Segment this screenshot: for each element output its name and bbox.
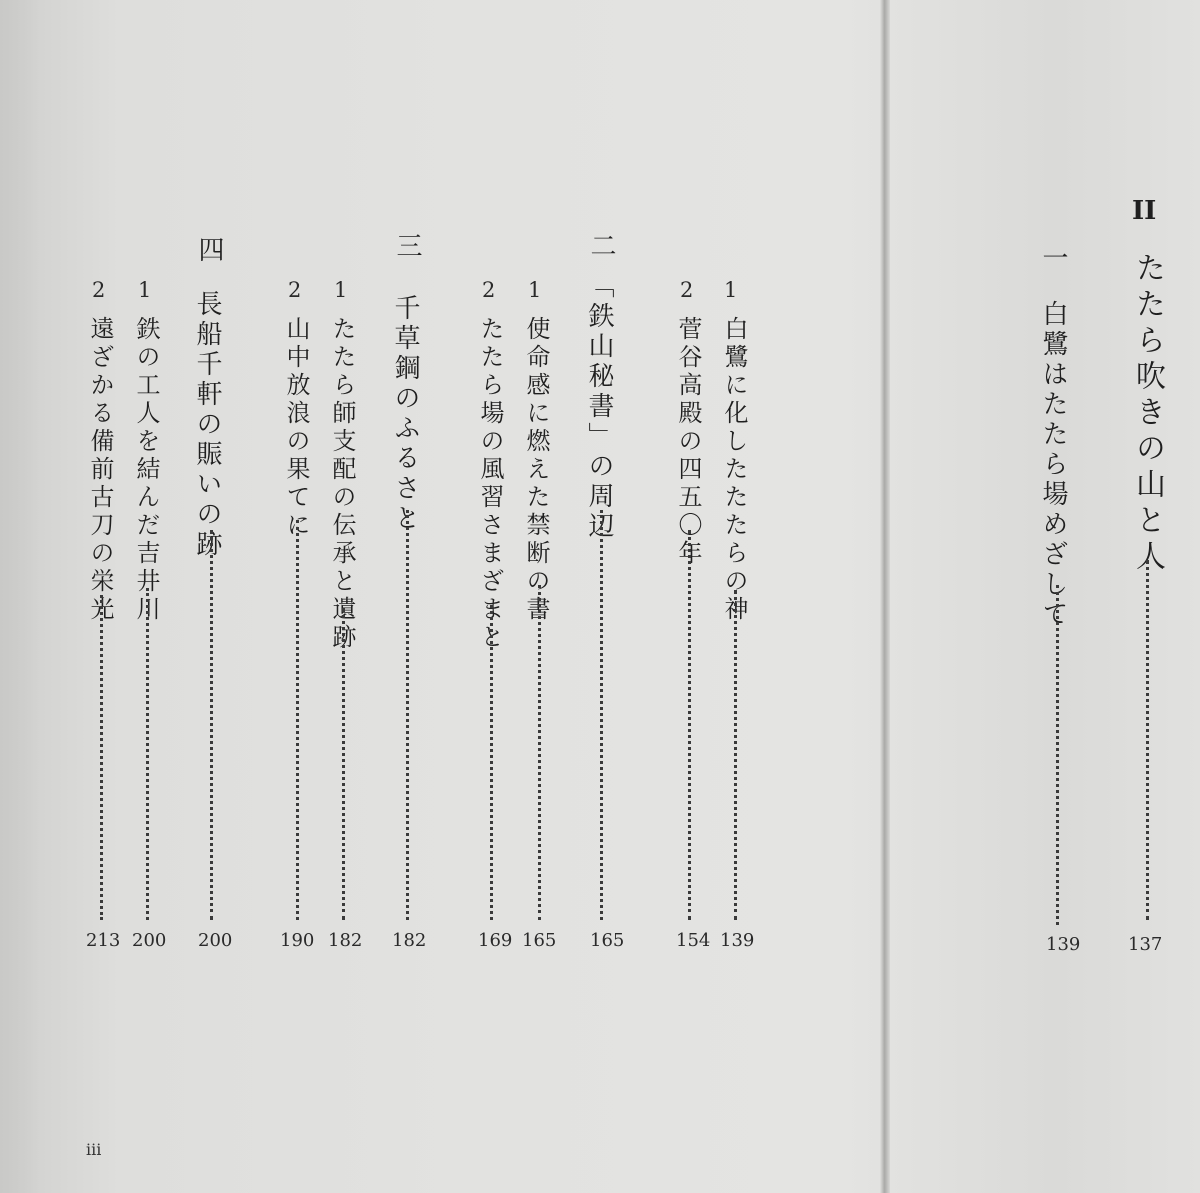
item-page-number: 213 — [86, 930, 121, 951]
part-title: たたら吹きの山と人 — [1130, 252, 1165, 576]
page-edge-shadow — [0, 0, 40, 1193]
item-title: たたら師支配の伝承と遺跡 — [328, 316, 356, 652]
item-page-number: 182 — [328, 930, 363, 951]
section-title: 長船千軒の賑いの跡 — [192, 290, 222, 560]
section-page-number: 200 — [198, 930, 233, 951]
section-title: 「鉄山秘書」の周辺 — [584, 272, 614, 542]
leader-dots — [210, 530, 213, 920]
item-title: 遠ざかる備前古刀の栄光 — [86, 316, 114, 624]
item-page-number: 165 — [522, 930, 557, 951]
item-number: 1 — [724, 278, 738, 302]
leader-dots — [490, 605, 493, 920]
item-title: 菅谷高殿の四五〇年 — [674, 316, 702, 568]
section-marker: 二 — [586, 232, 616, 262]
leader-dots — [296, 520, 299, 920]
item-number: 2 — [680, 278, 694, 302]
book-gutter — [880, 0, 890, 1193]
item-page-number: 139 — [720, 930, 755, 951]
leader-dots — [538, 585, 541, 920]
leader-dots — [1056, 585, 1059, 925]
item-number: 1 — [528, 278, 542, 302]
item-number: 2 — [288, 278, 302, 302]
leader-dots — [146, 588, 149, 920]
part-number: II — [1132, 196, 1157, 226]
section-marker: 一 — [1038, 244, 1068, 274]
item-title: たたら場の風習さまざまと — [476, 316, 504, 652]
part-page-number: 137 — [1128, 934, 1163, 955]
item-number: 2 — [92, 278, 106, 302]
item-number: 2 — [482, 278, 496, 302]
section-marker: 三 — [392, 232, 422, 262]
leader-dots — [406, 510, 409, 920]
item-title: 使命感に燃えた禁断の書 — [522, 316, 550, 624]
leader-dots — [600, 510, 603, 920]
section-title: 白鷺はたたら場めざして — [1038, 300, 1068, 630]
section-title: 千草鋼のふるさと — [390, 294, 420, 534]
item-page-number: 169 — [478, 930, 513, 951]
leader-dots — [734, 590, 737, 920]
item-page-number: 190 — [280, 930, 315, 951]
page-folio: iii — [86, 1140, 102, 1159]
section-marker: 四 — [194, 236, 224, 266]
leader-dots — [688, 530, 691, 920]
item-page-number: 154 — [676, 930, 711, 951]
leader-dots — [342, 608, 345, 920]
section-page-number: 139 — [1046, 934, 1081, 955]
item-title: 白鷺に化したたたらの神 — [720, 316, 748, 624]
item-page-number: 200 — [132, 930, 167, 951]
item-number: 1 — [138, 278, 152, 302]
section-page-number: 165 — [590, 930, 625, 951]
section-page-number: 182 — [392, 930, 427, 951]
leader-dots — [1146, 560, 1149, 920]
item-title: 鉄の工人を結んだ吉井川 — [132, 316, 160, 624]
item-title: 山中放浪の果てに — [282, 316, 310, 540]
item-number: 1 — [334, 278, 348, 302]
leader-dots — [100, 595, 103, 920]
